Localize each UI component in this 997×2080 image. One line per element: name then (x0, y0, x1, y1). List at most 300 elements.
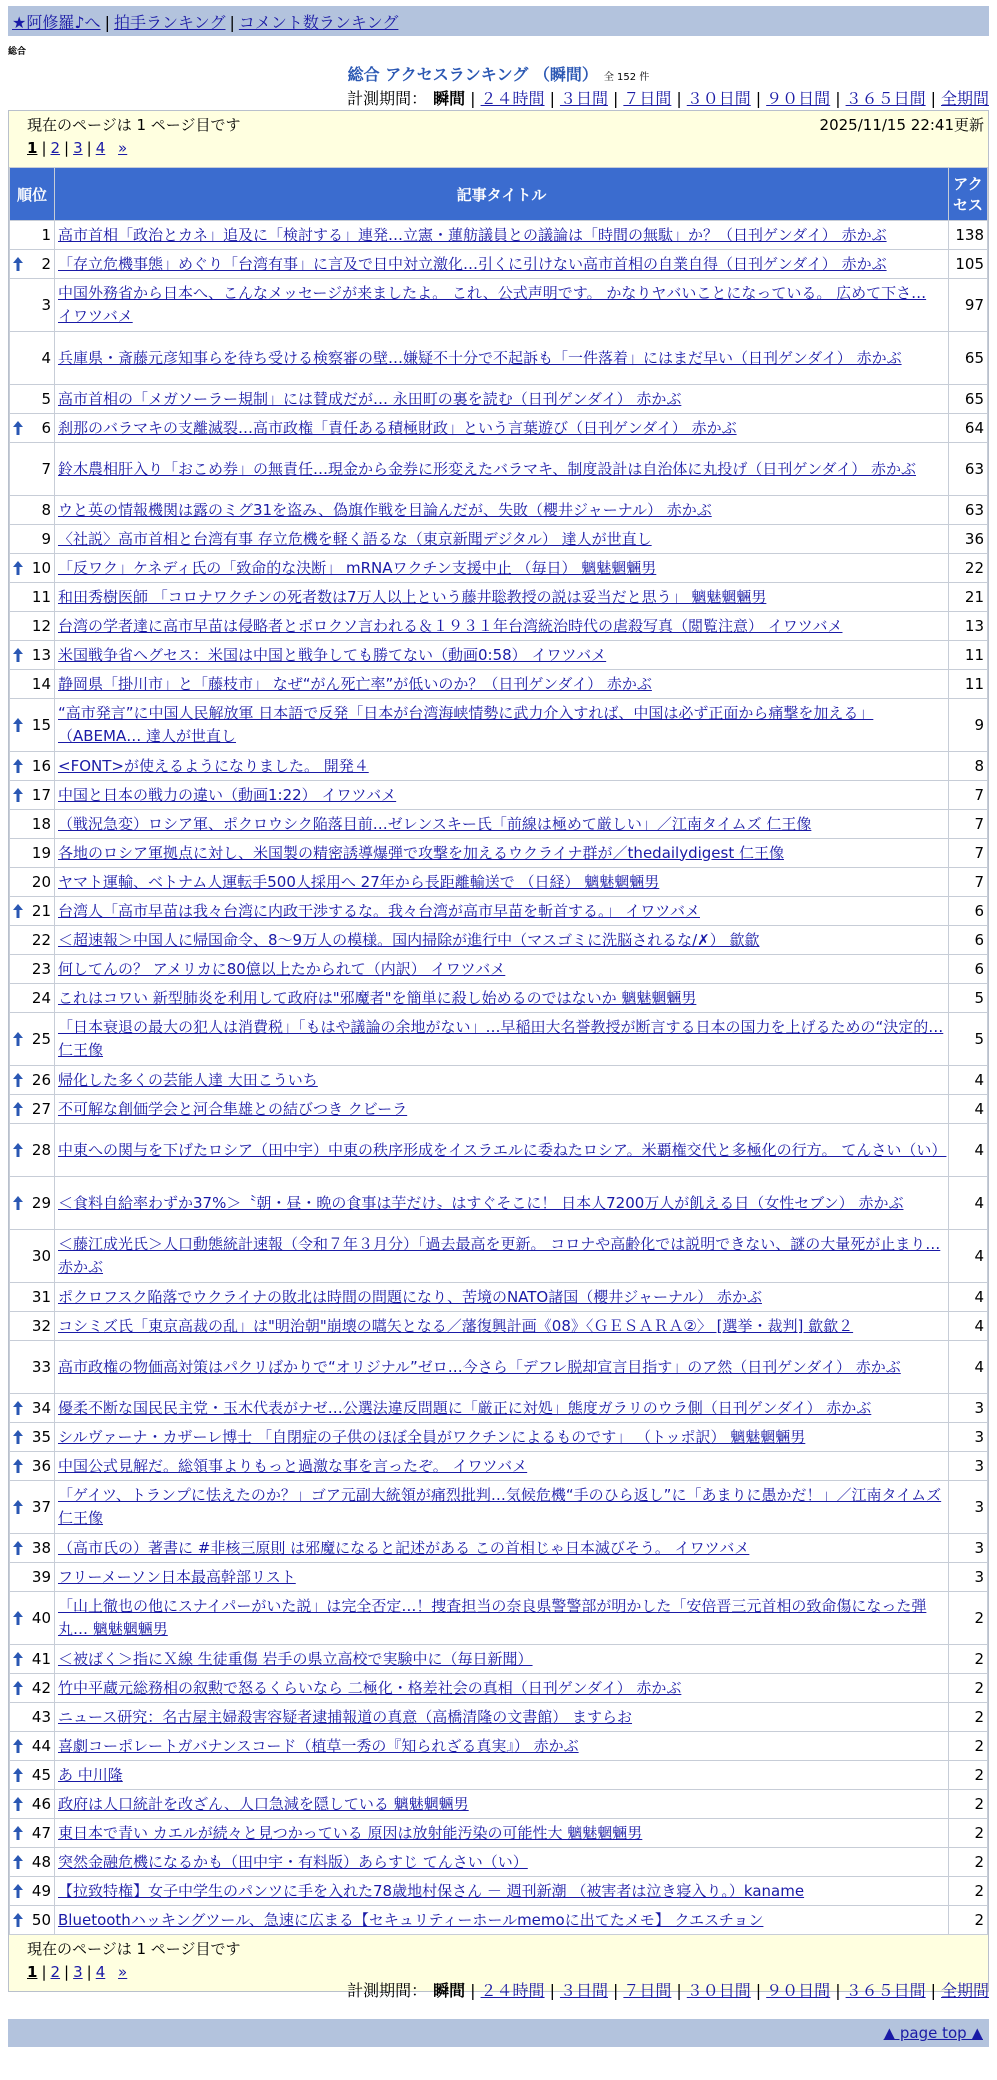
rank-number: 13 (31, 646, 51, 664)
article-link[interactable]: あ 中川隆 (58, 1765, 123, 1784)
article-link[interactable]: 高市政権の物価高対策はパクリばかりで“オリジナル”ゼロ…今さら「デフレ脱却宣言目指す」のア然（日刊ゲンダイ） 赤かぶ (58, 1357, 901, 1376)
rank-cell (10, 1095, 55, 1124)
rank-up-arrow-icon (13, 1826, 23, 1840)
article-link[interactable]: 和田秀樹医師 「コロナワクチンの死者数は7万人以上という藤井聡教授の説は妥当だと思う」 魑魅魍魎男 (58, 587, 767, 606)
rank-up-arrow-icon (13, 1196, 23, 1210)
access-count: 65 (949, 332, 988, 385)
article-link[interactable]: ポクロフスク陥落でウクライナの敗北は時間の問題になり、苦境のNATO諸国（櫻井ジャーナル） 赤かぶ (58, 1287, 762, 1306)
article-link[interactable]: 不可解な創価学会と河合隼雄との結びつき クビーラ (58, 1099, 408, 1118)
rank-number: 23 (31, 960, 51, 978)
rank-number: 15 (31, 716, 51, 734)
title-cell (55, 1394, 949, 1423)
table-row (10, 1013, 988, 1066)
pager-page-3[interactable]: 3 (73, 139, 83, 157)
rank-number: 35 (31, 1428, 51, 1446)
article-link[interactable]: （戦況急変）ロシア軍、ポクロウシク陥落目前…ゼレンスキー氏「前線は極めて厳しい」／江南タイムズ 仁王像 (58, 814, 812, 833)
period-label: 計測期間： (347, 1981, 428, 2000)
access-count: 63 (949, 443, 988, 496)
title-cell (55, 1452, 949, 1481)
comment-ranking-link[interactable]: コメント数ランキング (238, 13, 399, 32)
rank-number: 5 (41, 390, 51, 408)
rank-number: 25 (31, 1030, 51, 1048)
article-link[interactable]: 高市首相「政治とカネ」追及に「検討する」連発…立憲・蓮舫議員との議論は「時間の無駄」か？（日刊ゲンダイ） 赤かぶ (58, 225, 887, 244)
rank-cell (10, 250, 55, 279)
table-row (10, 868, 988, 897)
clap-ranking-link[interactable]: 拍手ランキング (113, 13, 226, 32)
rank-number: 29 (31, 1194, 51, 1212)
article-link[interactable]: 台湾の学者達に高市早苗は侵略者とボロクソ言われる＆１９３１年台湾統治時代の虐殺写真（閲覧注意） イワツバメ (58, 616, 843, 635)
table-row (10, 641, 988, 670)
rank-number: 27 (31, 1100, 51, 1118)
title-cell (55, 1703, 949, 1732)
access-count: 4 (949, 1177, 988, 1230)
ranking-table (9, 167, 988, 1935)
rank-cell (10, 1563, 55, 1592)
article-link[interactable]: フリーメーソン日本最高幹部リスト (58, 1567, 296, 1586)
table-row (10, 1066, 988, 1095)
access-count: 2 (949, 1592, 988, 1645)
period-current: 瞬間 (433, 89, 466, 108)
rank-cell (10, 670, 55, 699)
article-link[interactable]: 竹中平蔵元総務相の叙勲で怒るくらいなら 二極化・格差社会の真相（日刊ゲンダイ） 赤かぶ (58, 1678, 682, 1697)
info-bar-top (9, 111, 988, 167)
title-cell (55, 1790, 949, 1819)
access-count: 7 (949, 839, 988, 868)
title-cell (55, 1592, 949, 1645)
table-row (10, 839, 988, 868)
rank-number: 22 (31, 931, 51, 949)
article-link[interactable]: （高市氏の）著書に #非核三原則 は邪魔になると記述がある この首相じゃ日本滅びそう。 イワツバメ (58, 1538, 750, 1557)
title-cell (55, 1674, 949, 1703)
table-row (10, 443, 988, 496)
period-365d-link[interactable]: ３６５日間 (845, 89, 926, 108)
rank-cell (10, 1394, 55, 1423)
rank-number: 46 (31, 1795, 51, 1813)
rank-cell (10, 1177, 55, 1230)
rank-up-arrow-icon (13, 257, 23, 271)
rank-number: 47 (31, 1824, 51, 1842)
access-count: 36 (949, 525, 988, 554)
article-link[interactable]: ニュース研究：名古屋主婦殺害容疑者逮捕報道の真意（高橋清隆の文書館） ますらお (58, 1707, 633, 1726)
ranking-title-line (0, 62, 997, 85)
title-cell (55, 250, 949, 279)
article-link[interactable]: 政府は人口統計を改ざん、人口急減を隠している 魑魅魍魎男 (58, 1794, 469, 1813)
table-row (10, 1394, 988, 1423)
title-cell (55, 955, 949, 984)
article-link[interactable]: 中国外務省から日本へ、こんなメッセージが来ましたよ。 これ、公式声明です。 かなりヤバいことになっている。 広めて下さ… イワツバメ (58, 284, 927, 325)
rank-cell (10, 699, 55, 752)
period-selector-bottom: 計測期間： 瞬間 | ２４時間 | ３日間 | ７日間 | ３０日間 | ９０日間 | ３６５日間 | 全期間 (347, 1981, 989, 2000)
rank-cell (10, 1848, 55, 1877)
title-cell (55, 443, 949, 496)
rank-number: 32 (31, 1317, 51, 1335)
article-link[interactable]: 中国公式見解だ。総領事よりもっと過激な事を言ったぞ。 イワツバメ (58, 1456, 528, 1475)
period-30d-link[interactable]: ３０日間 (686, 89, 751, 108)
pager-next[interactable]: » (118, 1963, 128, 1981)
access-count: 3 (949, 1481, 988, 1534)
article-link[interactable]: 優柔不断な国民民主党・玉木代表がナゼ…公選法違反問題に「厳正に対処」態度ガラリのウラ側（日刊ゲンダイ） 赤かぶ (58, 1398, 872, 1417)
period-selector-top: 計測期間： 瞬間 | ２４時間 | ３日間 | ７日間 | ３０日間 | ９０日間 | ３６５日間 | 全期間 (347, 89, 989, 108)
title-cell (55, 868, 949, 897)
article-link[interactable]: 【拉致特権】女子中学生のパンツに手を入れた78歳地村保さん － 週刊新潮 （被害者は泣き寝入り。）kaname (58, 1881, 805, 1900)
table-row (10, 1095, 988, 1124)
table-row (10, 1732, 988, 1761)
rank-cell (10, 810, 55, 839)
rank-cell (10, 1481, 55, 1534)
table-row (10, 1481, 988, 1534)
rank-number: 48 (31, 1853, 51, 1871)
separator: | (104, 13, 110, 32)
rank-number: 2 (41, 255, 51, 273)
rank-cell (10, 1732, 55, 1761)
rank-cell (10, 1013, 55, 1066)
rank-number: 3 (41, 296, 51, 314)
rank-cell (10, 385, 55, 414)
title-cell (55, 554, 949, 583)
article-link[interactable]: 兵庫県・斎藤元彦知事らを待ち受ける検察審の壁…嫌疑不十分で不起訴も「一件落着」にはまだ早い（日刊ゲンダイ） 赤かぶ (58, 348, 902, 367)
asyura-home-link[interactable]: ★阿修羅♪へ (12, 13, 101, 32)
rank-number: 11 (31, 588, 51, 606)
table-row (10, 1790, 988, 1819)
rank-number: 26 (31, 1071, 51, 1089)
title-cell (55, 1563, 949, 1592)
rank-cell (10, 1283, 55, 1312)
access-count: 3 (949, 1423, 988, 1452)
access-count: 8 (949, 752, 988, 781)
rank-up-arrow-icon (13, 1681, 23, 1695)
rank-cell (10, 839, 55, 868)
title-cell (55, 810, 949, 839)
title-cell (55, 641, 949, 670)
table-row (10, 583, 988, 612)
article-link[interactable]: 米国戦争省ヘグセス：米国は中国と戦争しても勝てない（動画0:58） イワツバメ (58, 645, 607, 664)
table-row (10, 1761, 988, 1790)
rank-number: 30 (31, 1247, 51, 1265)
table-row (10, 897, 988, 926)
rank-number: 18 (31, 815, 51, 833)
rank-up-arrow-icon (13, 1032, 23, 1046)
rank-header: 順位 (10, 168, 55, 221)
table-row (10, 1848, 988, 1877)
article-link[interactable]: 喜劇コーポレートガバナンスコード（植草一秀の『知られざる真実』） 赤かぶ (58, 1736, 579, 1755)
rank-cell (10, 279, 55, 332)
rank-cell (10, 1674, 55, 1703)
table-row (10, 926, 988, 955)
table-row (10, 332, 988, 385)
table-row (10, 414, 988, 443)
rank-cell (10, 1906, 55, 1935)
article-link[interactable]: これはコワい 新型肺炎を利用して政府は"邪魔者"を簡単に殺し始めるのではないか 魑魅魍魎男 (58, 988, 697, 1007)
pager-page-2[interactable]: 2 (50, 1963, 61, 1981)
article-link[interactable]: コシミズ氏「東京高裁の乱」は"明治朝"崩壊の嚆矢となる／藩復興計画《08》〈ＧＥＳＡＲＡ②〉 [選挙・裁判] 歙歙２ (58, 1316, 854, 1335)
article-link[interactable]: 突然金融危機になるかも（田中宇・有料版）あらすじ てんさい（い） (58, 1852, 528, 1871)
table-row (10, 279, 988, 332)
rank-up-arrow-icon (13, 1855, 23, 1869)
total-count: 全 152 件 (603, 72, 650, 83)
rank-up-arrow-icon (13, 1459, 23, 1473)
rank-up-arrow-icon (13, 1430, 23, 1444)
rank-cell (10, 955, 55, 984)
access-count: 2 (949, 1703, 988, 1732)
title-cell (55, 525, 949, 554)
article-link[interactable]: 帰化した多くの芸能人達 大田こういち (58, 1070, 318, 1089)
rank-cell (10, 525, 55, 554)
separator: | (229, 13, 235, 32)
title-cell (55, 1761, 949, 1790)
rank-number: 17 (31, 786, 51, 804)
title-cell (55, 897, 949, 926)
rank-up-arrow-icon (13, 904, 23, 918)
rank-cell (10, 897, 55, 926)
access-count: 63 (949, 496, 988, 525)
table-row (10, 1645, 988, 1674)
table-row (10, 1283, 988, 1312)
article-link[interactable]: 中東への関与を下げたロシア（田中宇）中東の秩序形成をイスラエルに委ねたロシア。米覇権交代と多極化の行方。 てんさい（い） (58, 1140, 947, 1159)
rank-cell (10, 926, 55, 955)
access-count: 11 (949, 670, 988, 699)
access-count: 4 (949, 1230, 988, 1283)
article-link[interactable]: 「反ワク」ケネディ氏の「致命的な決断」 mRNAワクチン支援中止 （毎日） 魑魅魍魎男 (58, 558, 657, 577)
rank-cell (10, 1124, 55, 1177)
access-count: 4 (949, 1124, 988, 1177)
rank-cell (10, 332, 55, 385)
article-link[interactable]: 各地のロシア軍拠点に対し、米国製の精密誘導爆弾で攻撃を加えるウクライナ群が／thedailydigest 仁王像 (58, 843, 784, 862)
period-365d-link[interactable]: ３６５日間 (845, 1981, 926, 2000)
period-all-link[interactable]: 全期間 (940, 1981, 989, 2000)
period-24h-link[interactable]: ２４時間 (480, 89, 545, 108)
rank-number: 4 (41, 349, 51, 367)
title-cell (55, 1481, 949, 1534)
period-current: 瞬間 (433, 1981, 466, 2000)
pager-top: 1 | 2 | 3 | 4 » (27, 139, 128, 157)
article-link[interactable]: Bluetoothハッキングツール、急速に広まる【セキュリティーホールmemoに出てたメモ】 クエスチョン (58, 1910, 764, 1929)
rank-cell (10, 1230, 55, 1283)
access-count: 2 (949, 1819, 988, 1848)
title-cell (55, 1095, 949, 1124)
article-link[interactable]: ＜超速報＞中国人に帰国命令、8〜9万人の模様。国内掃除が進行中（マスゴミに洗脳されるな/✗） 歙歙 (58, 930, 760, 949)
rank-cell (10, 868, 55, 897)
pager-page-4[interactable]: 4 (95, 1963, 106, 1981)
access-count: 6 (949, 897, 988, 926)
access-count: 105 (949, 250, 988, 279)
rank-cell (10, 612, 55, 641)
rank-number: 12 (31, 617, 51, 635)
rank-up-arrow-icon (13, 1739, 23, 1753)
updated-time: 2025/11/15 22:41更新 (819, 116, 984, 134)
access-count: 13 (949, 612, 988, 641)
access-count: 7 (949, 868, 988, 897)
rank-number: 21 (31, 902, 51, 920)
pager-current: 1 (27, 139, 38, 157)
access-header: アクセス (949, 168, 988, 221)
rank-cell (10, 443, 55, 496)
rank-cell (10, 1534, 55, 1563)
article-link[interactable]: 台湾人「高市早苗は我々台湾に内政干渉するな。我々台湾が高市早苗を斬首する。」 イワツバメ (58, 901, 700, 920)
article-link[interactable]: 〈社説〉高市首相と台湾有事 存立危機を軽く語るな（東京新聞デジタル） 達人が世直し (58, 529, 652, 548)
access-count: 11 (949, 641, 988, 670)
rank-cell (10, 554, 55, 583)
rank-cell (10, 984, 55, 1013)
rank-cell (10, 781, 55, 810)
access-count: 5 (949, 1013, 988, 1066)
rank-cell (10, 496, 55, 525)
rank-cell (10, 1761, 55, 1790)
ranking-box (8, 110, 989, 1992)
pager-current: 1 (27, 1963, 38, 1981)
access-count: 3 (949, 1563, 988, 1592)
table-row (10, 781, 988, 810)
rank-up-arrow-icon (13, 1102, 23, 1116)
title-cell (55, 1732, 949, 1761)
access-count: 4 (949, 1066, 988, 1095)
rank-number: 43 (31, 1708, 51, 1726)
table-row (10, 1124, 988, 1177)
article-link[interactable]: 高市首相の「メガソーラー規制」には賛成だが… 永田町の裏を読む（日刊ゲンダイ） 赤かぶ (58, 389, 682, 408)
period-90d-link[interactable]: ９０日間 (766, 89, 831, 108)
rank-cell (10, 1790, 55, 1819)
access-count: 3 (949, 1534, 988, 1563)
period-90d-link[interactable]: ９０日間 (766, 1981, 831, 2000)
title-cell (55, 385, 949, 414)
title-cell (55, 1645, 949, 1674)
period-30d-link[interactable]: ３０日間 (686, 1981, 751, 2000)
article-link[interactable]: 静岡県「掛川市」と「藤枝市」 なぜ“がん死亡率”が低いのか？（日刊ゲンダイ） 赤かぶ (58, 674, 652, 693)
title-cell (55, 670, 949, 699)
article-link[interactable]: 「日本衰退の最大の犯人は消費税」「もはや議論の余地がない」…早稲田大名誉教授が断言する日本の国力を上げるための“決定的… 仁王像 (58, 1018, 944, 1059)
title-cell (55, 414, 949, 443)
rank-up-arrow-icon (13, 1768, 23, 1782)
table-row (10, 1312, 988, 1341)
rank-number: 9 (41, 530, 51, 548)
title-cell (55, 1177, 949, 1230)
article-link[interactable]: 中国と日本の戦力の違い（動画1:22） イワツバメ (58, 785, 397, 804)
pager-page-2[interactable]: 2 (50, 139, 61, 157)
rank-number: 37 (31, 1498, 51, 1516)
period-7d-link[interactable]: ７日間 (623, 89, 672, 108)
article-link[interactable]: ＜被ばく＞指にＸ線 生徒重傷 岩手の県立高校で実験中に（毎日新聞） (58, 1649, 533, 1668)
table-row (10, 1877, 988, 1906)
rank-number: 44 (31, 1737, 51, 1755)
article-link[interactable]: 「存立危機事態」めぐり「台湾有事」に言及で日中対立激化…引くに引けない高市首相の自業自得（日刊ゲンダイ） 赤かぶ (58, 254, 887, 273)
period-label: 計測期間： (347, 89, 428, 108)
table-row (10, 699, 988, 752)
article-link[interactable]: 何してんの？ アメリカに80億以上たかられて（内訳） イワツバメ (58, 959, 506, 978)
title-cell (55, 752, 949, 781)
table-row (10, 1423, 988, 1452)
rank-number: 45 (31, 1766, 51, 1784)
access-count: 4 (949, 1095, 988, 1124)
table-row (10, 1563, 988, 1592)
rank-number: 41 (31, 1650, 51, 1668)
access-count: 4 (949, 1312, 988, 1341)
period-all-link[interactable]: 全期間 (940, 89, 989, 108)
article-link[interactable]: “高市発言”に中国人民解放軍 日本語で反発「日本が台湾海峡情勢に武力介入すれば、中国は必ず正面から痛撃を加える」（ABEMA… 達人が世直し (58, 704, 874, 745)
rank-cell (10, 1066, 55, 1095)
title-cell (55, 221, 949, 250)
title-cell (55, 1124, 949, 1177)
rank-number: 14 (31, 675, 51, 693)
article-link[interactable]: シルヴァーナ・カザーレ博士 「自閉症の子供のほぼ全員がワクチンによるものです」 （トッポ訳） 魑魅魍魎男 (58, 1427, 806, 1446)
table-row (10, 670, 988, 699)
current-page-text: 現在のページは 1 ページ目です (27, 1940, 241, 1958)
article-link[interactable]: ＜食料自給率わずか37%＞〝朝・昼・晩の食事は芋だけ〟はすぐそこに！ 日本人7200万人が飢える日（女性セブン） 赤かぶ (58, 1193, 904, 1212)
article-link[interactable]: ヤマト運輸、ベトナム人運転手500人採用へ 27年から長距離輸送で （日経） 魑魅魍魎男 (58, 872, 660, 891)
article-link[interactable]: ＜藤江成光氏＞人口動態統計速報（令和７年３月分）「過去最高を更新。 コロナや高齢化では説明できない、謎の大量死が止まり… 赤かぶ (58, 1235, 941, 1276)
rank-number: 31 (31, 1288, 51, 1306)
category-label: 総合 (8, 47, 27, 57)
article-link[interactable]: 「ゲイツ、トランプに怯えたのか？」ゴア元副大統領が痛烈批判…気候危機“手のひら返し”に「あまりに愚かだ！」／江南タイムズ 仁王像 (58, 1486, 942, 1527)
table-row (10, 1177, 988, 1230)
rank-cell (10, 1592, 55, 1645)
rank-number: 42 (31, 1679, 51, 1697)
title-cell (55, 1848, 949, 1877)
pager-page-3[interactable]: 3 (73, 1963, 83, 1981)
rank-number: 20 (31, 873, 51, 891)
access-count: 97 (949, 279, 988, 332)
title-cell (55, 496, 949, 525)
access-count: 6 (949, 926, 988, 955)
rank-up-arrow-icon (13, 648, 23, 662)
access-count: 64 (949, 414, 988, 443)
article-link[interactable]: 「山上徹也の他にスナイパーがいた説」は完全否定…！捜査担当の奈良県警警部が明かした「安倍晋三元首相の致命傷になった弾丸… 魑魅魍魎男 (58, 1597, 927, 1638)
rank-number: 34 (31, 1399, 51, 1417)
access-count: 3 (949, 1394, 988, 1423)
table-row (10, 1230, 988, 1283)
rank-cell (10, 641, 55, 670)
rank-up-arrow-icon (13, 1913, 23, 1927)
title-cell (55, 279, 949, 332)
rank-cell (10, 583, 55, 612)
article-link[interactable]: <FONT>が使えるようになりました。 開発４ (58, 756, 369, 775)
article-link[interactable]: ウと英の情報機関は露のミグ31を盗み、偽旗作戦を目論んだが、失敗（櫻井ジャーナル） 赤かぶ (58, 500, 712, 519)
current-page-text: 現在のページは 1 ページ目です (27, 116, 241, 134)
article-link[interactable]: 鈴木農相肝入り「おこめ券」の無責任…現金から金券に形変えたバラマキ、制度設計は自治体に丸投げ（日刊ゲンダイ） 赤かぶ (58, 459, 916, 478)
rank-number: 50 (31, 1911, 51, 1929)
title-cell (55, 1283, 949, 1312)
rank-up-arrow-icon (13, 1143, 23, 1157)
table-row (10, 554, 988, 583)
period-7d-link[interactable]: ７日間 (623, 1981, 672, 2000)
pager-page-4[interactable]: 4 (95, 139, 106, 157)
title-cell (55, 1819, 949, 1848)
access-count: 22 (949, 554, 988, 583)
pager-next[interactable]: » (118, 139, 128, 157)
period-3d-link[interactable]: ３日間 (559, 1981, 608, 2000)
article-link[interactable]: 刹那のバラマキの支離滅裂…高市政権「責任ある積極財政」という言葉遊び（日刊ゲンダイ） 赤かぶ (58, 418, 737, 437)
title-cell (55, 583, 949, 612)
table-row (10, 612, 988, 641)
table-row (10, 221, 988, 250)
rank-number: 19 (31, 844, 51, 862)
table-row (10, 955, 988, 984)
title-cell (55, 1341, 949, 1394)
title-cell (55, 699, 949, 752)
access-count: 6 (949, 955, 988, 984)
table-row (10, 385, 988, 414)
table-row (10, 1819, 988, 1848)
table-row (10, 1674, 988, 1703)
page-top-link[interactable]: ▲ page top ▲ (883, 2024, 983, 2042)
period-3d-link[interactable]: ３日間 (559, 89, 608, 108)
rank-cell (10, 1423, 55, 1452)
article-link[interactable]: 東日本で青い カエルが続々と見つかっている 原因は放射能汚染の可能性大 魑魅魍魎男 (58, 1823, 643, 1842)
table-row (10, 1452, 988, 1481)
access-count: 7 (949, 781, 988, 810)
rank-number: 8 (41, 501, 51, 519)
rank-number: 36 (31, 1457, 51, 1475)
rank-cell (10, 1452, 55, 1481)
period-24h-link[interactable]: ２４時間 (480, 1981, 545, 2000)
